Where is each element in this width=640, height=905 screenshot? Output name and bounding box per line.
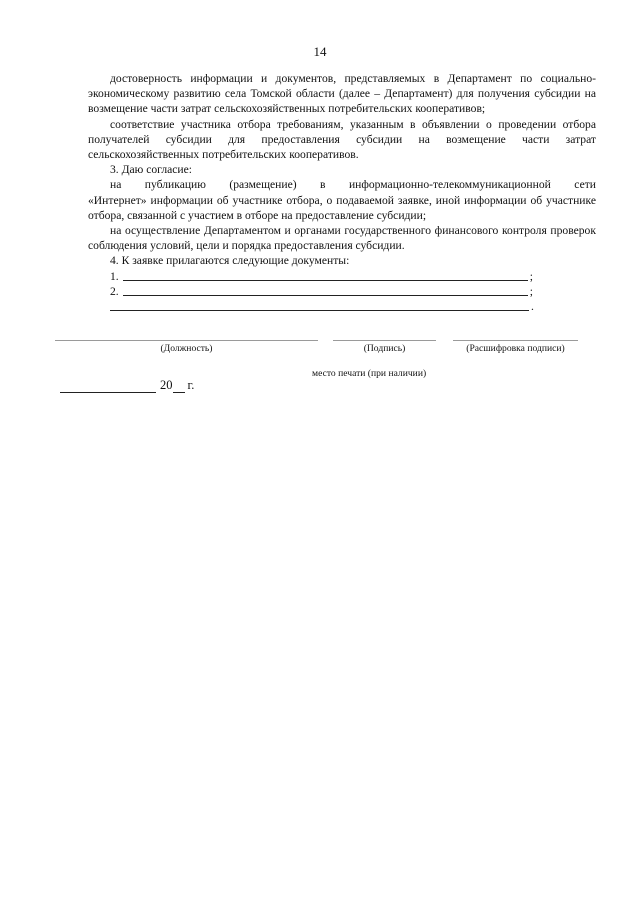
document-body [88,71,596,314]
paragraph-consent-heading: 3. Даю согласие: [110,163,192,177]
attachment-punctuation: ; [529,284,533,298]
attachment-blank-line [123,269,528,281]
attachment-punctuation: . [531,300,534,313]
attachment-number: 1. [110,269,119,283]
year-prefix: 20 [160,378,173,392]
year-blank-line [173,378,185,393]
paragraph-attachments-heading: 4. К заявке прилагаются следующие документы: [110,254,350,268]
attachment-blank-line [123,284,528,296]
attachment-line [88,284,596,299]
attachment-number: 2. [110,284,119,298]
seal-note: место печати (при наличии) [312,368,427,379]
date-blank-line [60,378,156,393]
attachment-punctuation: ; [529,269,533,283]
position-caption: (Должность) [55,340,318,354]
attachment-line [88,269,596,284]
date-line [60,378,194,393]
year-suffix: г. [187,378,195,392]
signature-block [55,340,585,360]
paragraph-consent-control: на осуществление Департаментом и органами государственного финансового контроля проверок соблюдения условий, цели и порядка предоставления субсидии. [88,224,596,253]
attachment-blank-line [110,299,529,311]
attachments-list [88,269,596,315]
name-caption: (Расшифровка подписи) [453,340,578,354]
paragraph-consent-publication-rest: «Интернет» информации об участнике отбора, о подаваемой заявке, иной информации об участнике отбора, связанной с участием в отборе на предоставление субсидии; [88,193,596,222]
paragraph-compliance: соответствие участника отбора требованиям, указанным в объявлении о проведении отбора получателей субсидии для предоставления субсидии на возмещение части затрат сельскохозяйственных потребительских кооперативов. [88,117,596,162]
page-number: 14 [313,44,327,59]
attachment-line [88,299,596,314]
paragraph-consent-publication-start: на публикацию (размещение) в информационно-телекоммуникационной сети [110,178,596,192]
paragraph-reliability: достоверность информации и документов, представляемых в Департамент по социально-экономическому развитию села Томской области (далее – Департамент) для получения субсидии на возмещение части затрат сельскохозяйственных потребительских кооперативов; [88,72,596,116]
signature-caption: (Подпись) [333,340,436,354]
